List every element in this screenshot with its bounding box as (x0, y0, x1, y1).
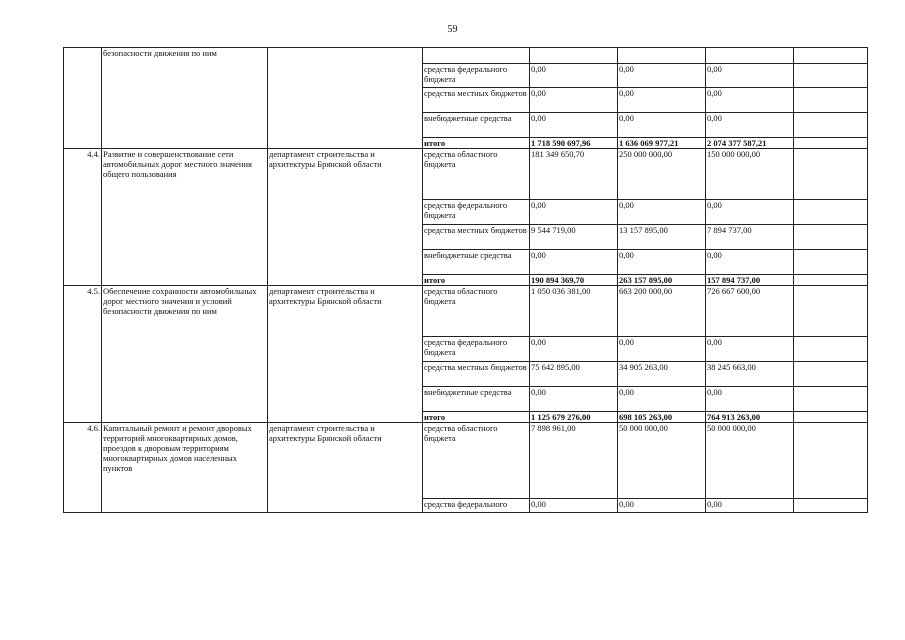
value-year-3: 50 000 000,00 (706, 423, 794, 499)
funding-source: внебюджетные средства (423, 113, 530, 138)
table-row (64, 286, 868, 337)
executor-cell (268, 48, 423, 149)
value-year-1: 0,00 (530, 499, 618, 513)
page-number: 59 (447, 24, 458, 35)
value-year-2: 0,00 (618, 113, 706, 138)
value-year-2: 0,00 (618, 387, 706, 412)
item-name-cell: безопасности движения по ним (102, 48, 268, 149)
value-year-1: 0,00 (530, 88, 618, 113)
value-year-1: 181 349 650,70 (530, 149, 618, 200)
value-year-3: 0,00 (706, 499, 794, 513)
value-year-2: 0,00 (618, 200, 706, 225)
value-year-1: 0,00 (530, 387, 618, 412)
value-year-3: 0,00 (706, 250, 794, 275)
funding-source: итого (423, 412, 530, 423)
table-row (64, 423, 868, 499)
value-year-3: 0,00 (706, 337, 794, 362)
value-year-3: 0,00 (706, 387, 794, 412)
value-year-1: 190 894 369,70 (530, 275, 618, 286)
value-year-3: 726 667 600,00 (706, 286, 794, 337)
funding-source: итого (423, 275, 530, 286)
value-year-2: 698 105 263,00 (618, 412, 706, 423)
item-name-cell: Обеспечение сохранности автомобильных дорог местного значения и условий безопасности движения по ним (102, 286, 268, 423)
item-number-cell: 4.5. (64, 286, 102, 423)
executor-cell: департамент строительства и архитектуры Брянской области (268, 149, 423, 286)
value-year-3: 38 245 663,00 (706, 362, 794, 387)
value-year-2: 263 157 895,00 (618, 275, 706, 286)
value-year-3: 2 074 377 587,21 (706, 138, 794, 149)
value-year-2: 0,00 (618, 88, 706, 113)
table-row (64, 48, 868, 64)
funding-source: средства федерального (423, 499, 530, 513)
item-number-cell: 4.4. (64, 149, 102, 286)
value-year-2: 0,00 (618, 64, 706, 88)
value-year-3: 0,00 (706, 200, 794, 225)
funding-source: средства местных бюджетов (423, 362, 530, 387)
funding-source: средства федерального бюджета (423, 200, 530, 225)
funding-source: средства областного бюджета (423, 286, 530, 337)
value-year-2: 13 157 895,00 (618, 225, 706, 250)
value-year-2: 0,00 (618, 499, 706, 513)
item-name-cell: Капитальный ремонт и ремонт дворовых территорий многоквартирных домов, проездов к дворовым территориям многоквартирных домов населенных пунктов (102, 423, 268, 513)
value-year-1: 1 718 590 697,96 (530, 138, 618, 149)
value-year-3: 157 894 737,00 (706, 275, 794, 286)
funding-source: средства областного бюджета (423, 149, 530, 200)
value-year-1: 0,00 (530, 200, 618, 225)
value-year-3: 0,00 (706, 64, 794, 88)
value-year-3: 0,00 (706, 88, 794, 113)
value-year-1: 7 898 961,00 (530, 423, 618, 499)
item-number-cell (64, 48, 102, 149)
value-year-2: 0,00 (618, 337, 706, 362)
value-year-1: 0,00 (530, 64, 618, 88)
funding-source: внебюджетные средства (423, 250, 530, 275)
funding-source: средства местных бюджетов (423, 225, 530, 250)
value-year-3: 150 000 000,00 (706, 149, 794, 200)
value-year-2: 663 200 000,00 (618, 286, 706, 337)
item-name-cell: Развитие и совершенствование сети автомобильных дорог местного значения общего пользования (102, 149, 268, 286)
table-row (64, 149, 868, 200)
funding-source: средства областного бюджета (423, 423, 530, 499)
value-year-1: 1 125 679 276,00 (530, 412, 618, 423)
executor-cell: департамент строительства и архитектуры Брянской области (268, 286, 423, 423)
value-year-1: 9 544 719,00 (530, 225, 618, 250)
value-year-3: 0,00 (706, 113, 794, 138)
value-year-1: 0,00 (530, 113, 618, 138)
value-year-2: 250 000 000,00 (618, 149, 706, 200)
value-year-1: 0,00 (530, 250, 618, 275)
value-year-1: 0,00 (530, 337, 618, 362)
funding-source: средства федерального бюджета (423, 64, 530, 88)
funding-source: средства местных бюджетов (423, 88, 530, 113)
funding-source: внебюджетные средства (423, 387, 530, 412)
value-year-3: 764 913 263,00 (706, 412, 794, 423)
value-year-1: 75 642 895,00 (530, 362, 618, 387)
executor-cell: департамент строительства и архитектуры Брянской области (268, 423, 423, 513)
item-number-cell: 4.6. (64, 423, 102, 513)
funding-source: итого (423, 138, 530, 149)
value-year-2: 0,00 (618, 250, 706, 275)
value-year-2: 1 636 069 977,21 (618, 138, 706, 149)
value-year-3: 7 894 737,00 (706, 225, 794, 250)
budget-table (63, 47, 868, 513)
value-year-2: 34 905 263,00 (618, 362, 706, 387)
value-year-2: 50 000 000,00 (618, 423, 706, 499)
funding-source: средства федерального бюджета (423, 337, 530, 362)
value-year-1: 1 050 036 381,00 (530, 286, 618, 337)
